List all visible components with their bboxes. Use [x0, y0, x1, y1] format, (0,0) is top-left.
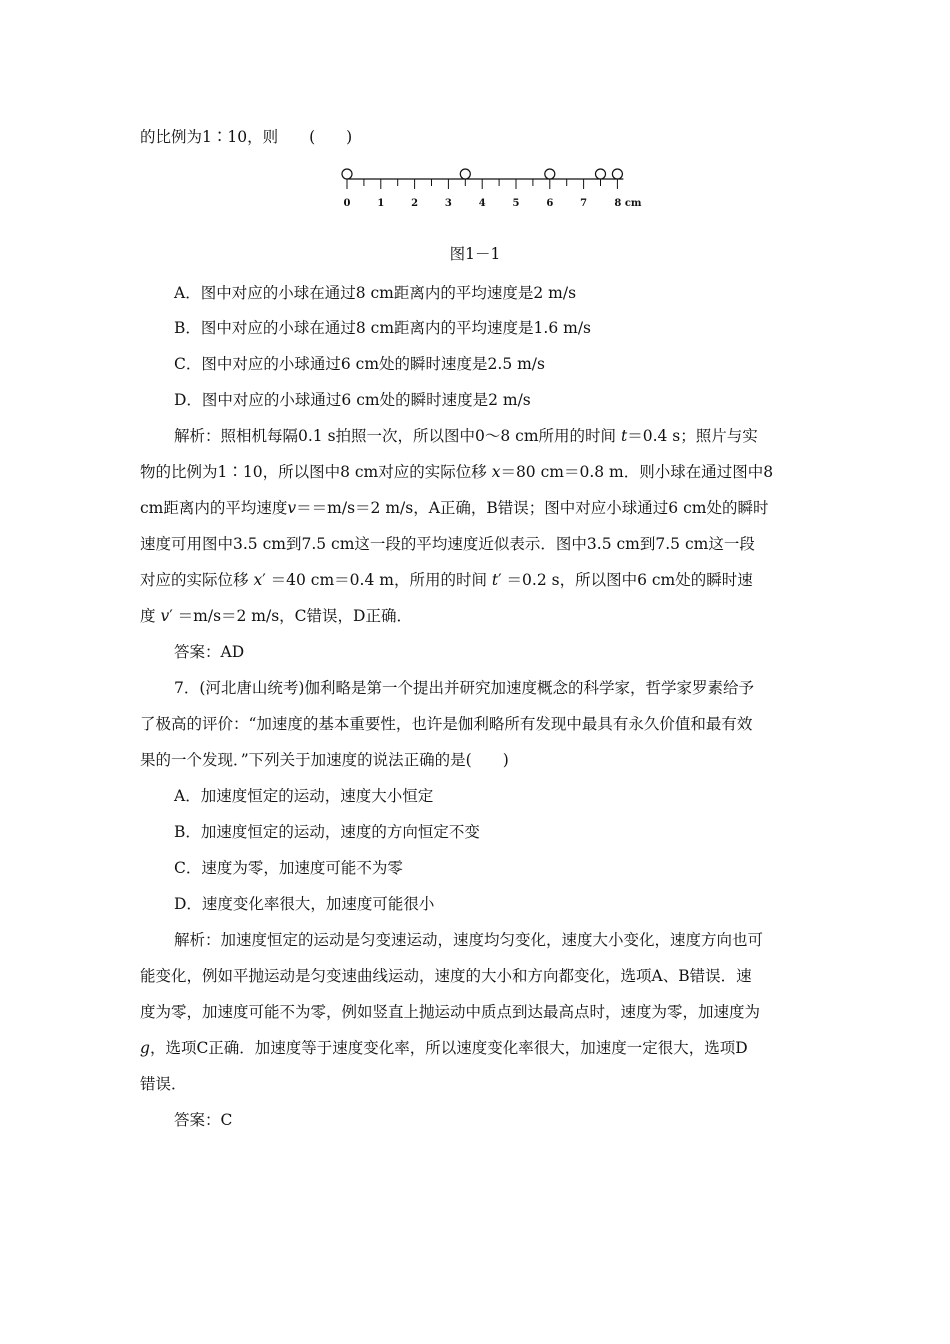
q7-analysis-line: 能变化，例如平抛运动是匀变速曲线运动，速度的大小和方向都变化，选项A、B错误．速	[140, 967, 752, 985]
q6-analysis-line: cm距离内的平均速度v＝＝m/s＝2 m/s，A正确，B错误；图中对应小球通过6 cm处的瞬时	[140, 499, 769, 517]
tick-label: 6	[546, 198, 554, 209]
q7-option-b: B．加速度恒定的运动，速度的方向恒定不变	[174, 823, 480, 841]
tick-label: 0	[343, 198, 351, 209]
q7-stem-line: 果的一个发现．”下列关于加速度的说法正确的是( )	[140, 751, 509, 769]
q7-stem-line: 了极高的评价：“加速度的基本重要性，也许是伽利略所有发现中最具有永久价值和最有效	[140, 715, 753, 733]
figure-caption: 图1－1	[449, 245, 501, 263]
q7-analysis-line: 度为零，加速度可能不为零，例如竖直上抛运动中质点到达最高点时，速度为零，加速度为	[140, 1003, 761, 1021]
q7-option-d: D．速度变化率很大，加速度可能很小	[174, 895, 435, 913]
q7-option-a: A．加速度恒定的运动，速度大小恒定	[174, 787, 434, 805]
q7-option-c: C．速度为零，加速度可能不为零	[174, 859, 403, 877]
tick-label: 8 cm	[614, 198, 642, 209]
q6-analysis-line: 对应的实际位移 x′ ＝40 cm＝0.4 m，所用的时间 t′ ＝0.2 s，所以图中6 cm处的瞬时速	[140, 571, 753, 589]
q6-option-d: D．图中对应的小球通过6 cm处的瞬时速度是2 m/s	[174, 391, 531, 409]
q6-option-a: A．图中对应的小球在通过8 cm距离内的平均速度是2 m/s	[174, 284, 577, 302]
ball-marker	[545, 169, 555, 179]
tick-label: 3	[444, 198, 452, 209]
ruler-figure	[330, 164, 650, 212]
tick-label: 1	[377, 198, 385, 209]
q7-analysis-line: g，选项C正确．加速度等于速度变化率，所以速度变化率很大，加速度一定很大，选项D	[140, 1039, 748, 1057]
q6-option-c: C．图中对应的小球通过6 cm处的瞬时速度是2.5 m/s	[174, 355, 545, 373]
q7-stem-line: 7．(河北唐山统考)伽利略是第一个提出并研究加速度概念的科学家，哲学家罗素给予	[174, 679, 754, 697]
q6-answer: 答案：AD	[174, 643, 245, 661]
question-continuation: 的比例为1∶10，则 ( )	[140, 128, 353, 146]
q7-analysis-line: 解析：加速度恒定的运动是匀变速运动，速度均匀变化，速度大小变化，速度方向也可	[174, 931, 764, 949]
q7-answer: 答案：C	[174, 1111, 233, 1129]
ball-marker	[342, 169, 352, 179]
tick-label: 7	[580, 198, 588, 209]
ball-marker	[612, 169, 622, 179]
ball-marker	[460, 169, 470, 179]
tick-label: 5	[512, 198, 520, 209]
q6-option-b: B．图中对应的小球在通过8 cm距离内的平均速度是1.6 m/s	[174, 319, 592, 337]
q7-analysis-line: 错误．	[140, 1075, 187, 1093]
q6-analysis-line: 物的比例为1∶10，所以图中8 cm对应的实际位移 x＝80 cm＝0.8 m．则小球在通过图中8	[140, 463, 774, 481]
q6-analysis-line: 速度可用图中3.5 cm到7.5 cm这一段的平均速度近似表示．图中3.5 cm到7.5 cm这一段	[140, 535, 755, 553]
q6-analysis-line: 度 v′ ＝m/s＝2 m/s，C错误，D正确．	[140, 607, 412, 625]
q6-analysis-line: 解析：照相机每隔0.1 s拍照一次，所以图中0～8 cm所用的时间 t＝0.4 s；照片与实	[174, 427, 758, 445]
tick-label: 2	[411, 198, 419, 209]
ball-marker	[596, 169, 606, 179]
tick-label: 4	[478, 198, 486, 209]
